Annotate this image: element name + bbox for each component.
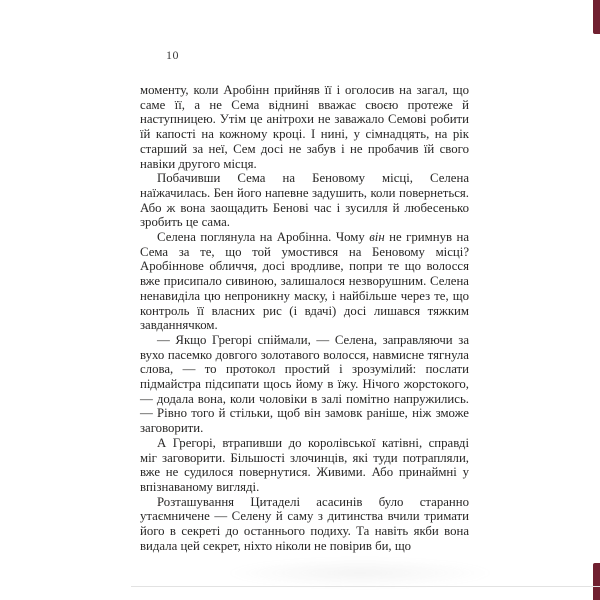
paragraph: [140, 495, 469, 554]
page-number: 10: [166, 48, 179, 62]
body-text: А Грегорі, втрапивши до королівської катівні, справді міг заговорити. Більшості злочинців, які туди потрапляли, вже не судилося повернутися. Живими. Або принаймні у впізнаваному вигляді.: [140, 435, 469, 494]
body-text: Розташування Цитаделі асасинів було старанно утаємничене — Селену й саму з дитинства вчили тримати його в секреті до останнього подиху. Та навіть якби вона видала цей секрет, ніхто ніколи не повірив би, що: [140, 494, 469, 553]
paragraph: [140, 436, 469, 495]
body-text: Селена поглянула на Аробінна. Чому: [157, 230, 370, 245]
paragraph: [140, 83, 469, 171]
body-text: моменту, коли Аробінн прийняв її і оголосив на загал, що саме її, а не Сема віднині вважає своєю протеже й наступницею. Утім це анітрохи не заважало Семові робити їй капості на кожному кроці. І нині, у сімнадцять, на рік старший за неї, Сем досі не забув і не пробачив їй свого навіки другого місця.: [140, 83, 469, 171]
paragraph: [140, 333, 469, 436]
paragraph: [140, 171, 469, 230]
body-text: — Якщо Грегорі спіймали, — Селена, заправляючи за вухо пасемко довгого золотавого волосся, навмисне тягнула слова, — то протокол простий і зрозумілий: послати підмайстра підсипати щось йому в їжу. Нічого жорстокого, — додала вона, коли чоловіки в залі помітно напружились. — Рівно того й стільки, щоб він замовк раніше, ніж зможе заговорити.: [140, 332, 469, 436]
paragraph: [140, 230, 469, 333]
page-edge-accent-bottom: [593, 563, 600, 600]
bottom-divider-line: [131, 586, 600, 587]
body-text: не гримнув на Сема за те, що той умостився на Беновому місці? Аробіннове обличчя, досі вродливе, попри те що волосся вже присипало сивиною, залишалося незворушним. Селена ненавиділа цю непроникну маску, і найбільше через те, що контроль її власних рис (і вдачі) досі лишався тяжким завданнячком.: [140, 230, 469, 333]
body-text: Побачивши Сема на Беновому місці, Селена наїжачилась. Бен його напевне задушить, коли повернеться. Або ж вона заощадить Бенові час і зусилля й любесенько зробить це сама.: [140, 171, 469, 230]
bleedthrough-ghost: [225, 558, 495, 588]
page-edge-accent-top: [593, 0, 600, 34]
emphasized-text: він: [369, 230, 385, 245]
page-text: [140, 83, 469, 554]
